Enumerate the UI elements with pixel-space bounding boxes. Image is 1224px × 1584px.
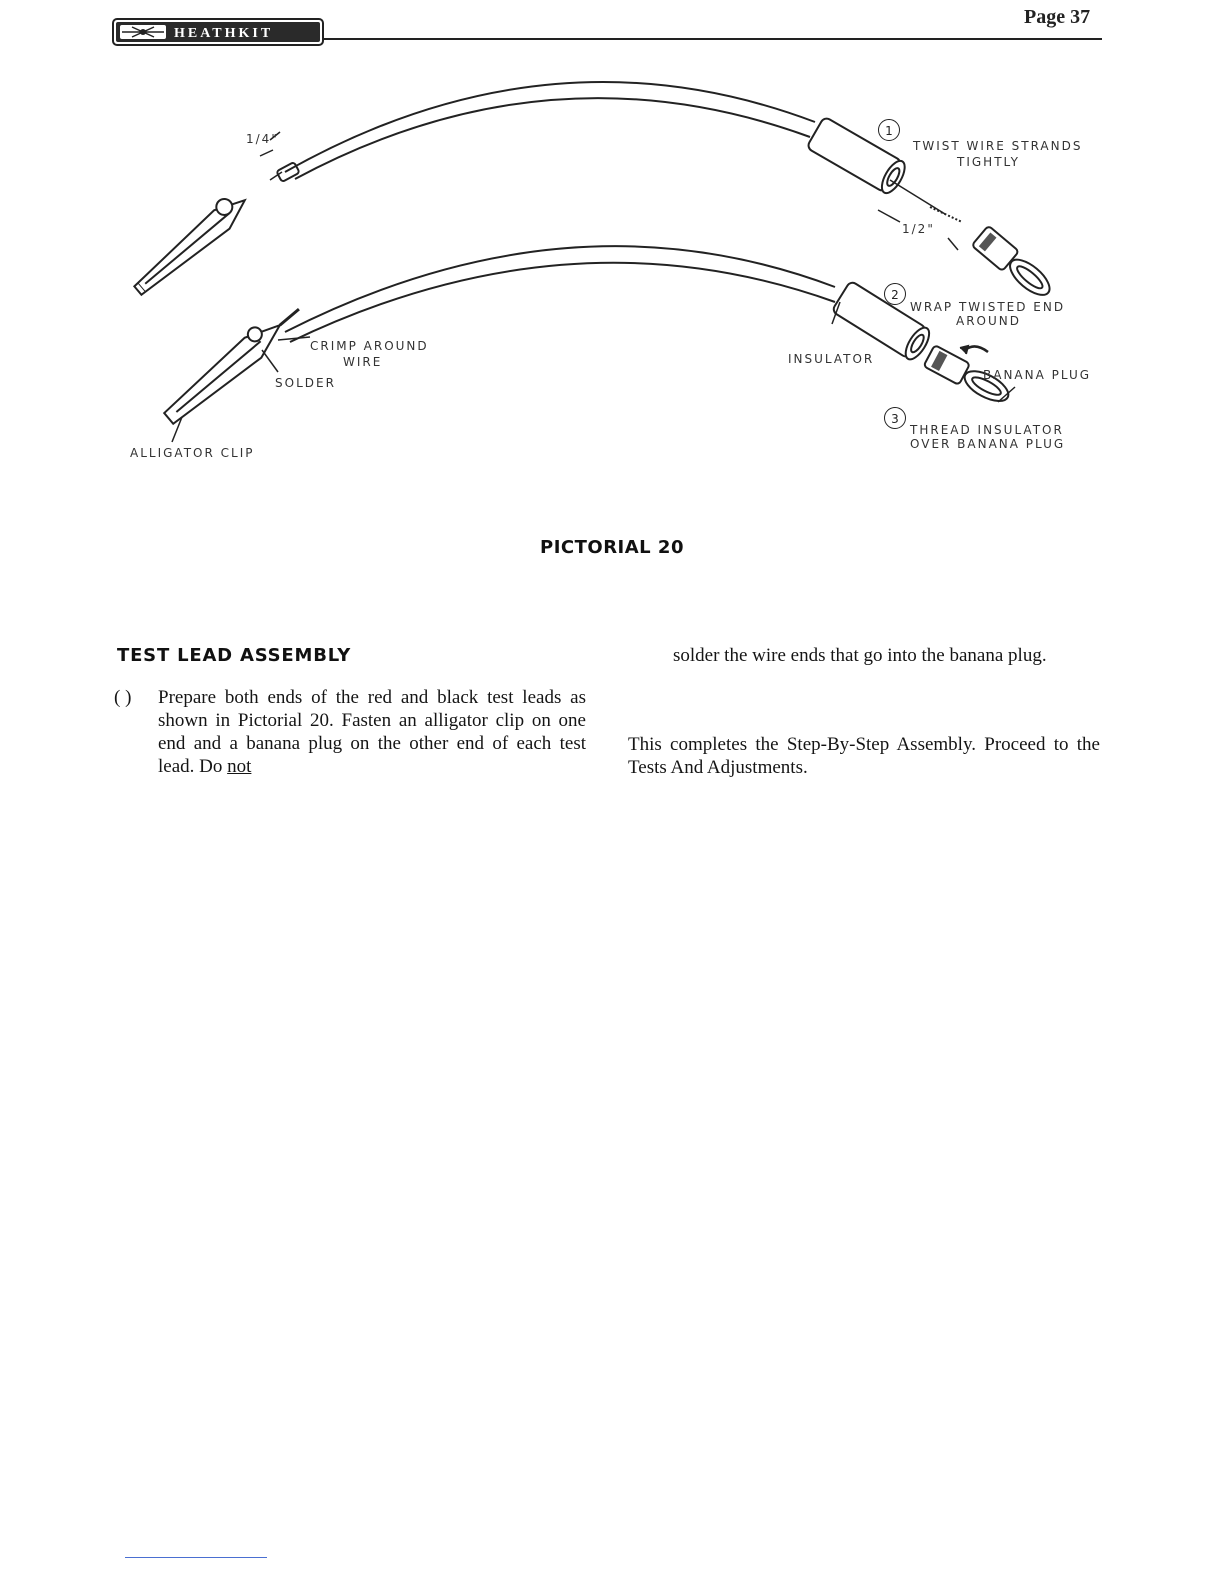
crimp-label-line1: CRIMP AROUND <box>310 339 429 353</box>
step-3-line2: OVER BANANA PLUG <box>910 437 1066 451</box>
section-title: TEST LEAD ASSEMBLY <box>117 645 352 666</box>
loose-alligator-clip <box>127 188 252 299</box>
step-number-1: 1 <box>878 119 900 141</box>
step-text: Prepare both ends of the red and black test leads as shown in Pictorial 20. Fasten an alligator clip on one end and a banana plug on the other end of each test lead. Do <box>158 687 586 777</box>
footer-line <box>125 1557 267 1558</box>
test-lead-illustration <box>110 62 1110 482</box>
upper-wire <box>285 82 815 172</box>
step-not: not <box>227 756 252 777</box>
crimp-label-line2: WIRE <box>343 355 383 369</box>
page-number: Page 37 <box>1024 6 1091 28</box>
step-1-line2: TIGHTLY <box>957 155 1020 169</box>
lower-wire <box>285 246 835 332</box>
half-inch-label: 1/2" <box>902 222 935 236</box>
figure-caption: PICTORIAL 20 <box>540 537 684 558</box>
pictorial-figure <box>110 62 1110 482</box>
heathkit-logo <box>112 17 324 47</box>
attached-alligator-clip <box>158 297 307 428</box>
step-3-line1: THREAD INSULATOR <box>910 423 1064 437</box>
brand-text: HEATHKIT <box>174 26 274 41</box>
step-1-line1: TWIST WIRE STRANDS <box>913 139 1083 153</box>
quarter-inch-label: 1/4" <box>246 132 279 146</box>
banana-plug-label: BANANA PLUG <box>983 368 1092 382</box>
header-rule <box>322 38 1102 40</box>
step-number-2: 2 <box>884 283 906 305</box>
step-checkbox[interactable]: ( ) <box>114 687 132 708</box>
step-2-line2: AROUND <box>956 314 1021 328</box>
loose-banana-plug <box>972 226 1057 303</box>
insulator-label: INSULATOR <box>788 352 875 366</box>
closing-text: This completes the Step-By-Step Assembly. Proceed to the Tests And Adjustments. <box>628 734 1100 778</box>
alligator-clip-label: ALLIGATOR CLIP <box>130 446 255 460</box>
step-number-3: 3 <box>884 407 906 429</box>
lower-insulator <box>832 281 934 363</box>
step-2-line1: WRAP TWISTED END <box>910 300 1066 314</box>
continued-text: solder the wire ends that go into the banana plug. <box>673 645 1047 666</box>
step-instruction <box>158 686 586 778</box>
solder-label: SOLDER <box>275 376 336 390</box>
